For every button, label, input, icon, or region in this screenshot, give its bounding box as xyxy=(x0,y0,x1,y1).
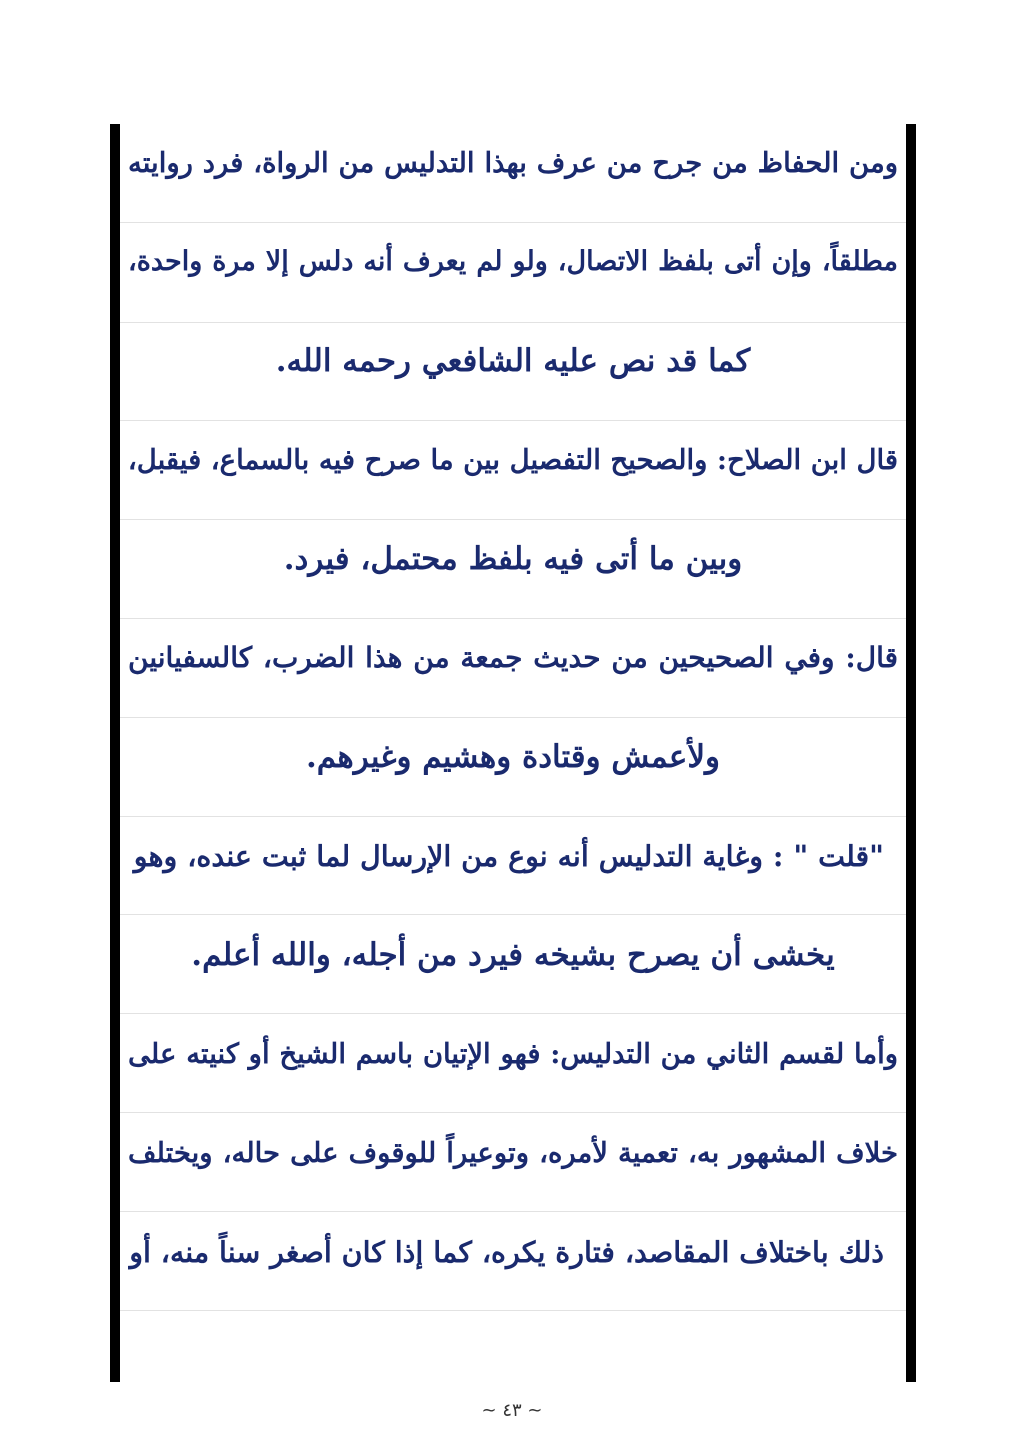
text-line-6: قال: وفي الصحيحين من حديث جمعة من هذا الضرب، كالسفيانين xyxy=(128,641,898,674)
line-rule xyxy=(120,519,906,520)
text-line-4: قال ابن الصلاح: والصحيح التفصيل بين ما صرح فيه بالسماع، فيقبل، xyxy=(128,444,898,476)
line-rule xyxy=(120,717,906,718)
line-rule xyxy=(120,1013,906,1014)
line-rule xyxy=(120,1211,906,1212)
text-line-11: خلاف المشهور به، تعمية لأمره، وتوعيراً للوقوف على حاله، ويختلف xyxy=(128,1137,898,1169)
page-number: ~ ٤٣ ~ xyxy=(481,1400,543,1421)
line-rule xyxy=(120,322,906,323)
text-line-7: ولأعمش وقتادة وهشيم وغيرهم. xyxy=(306,739,720,775)
text-line-2: مطلقاً، وإن أتى بلفظ الاتصال، ولو لم يعرف أنه دلس إلا مرة واحدة، xyxy=(128,246,898,277)
text-line-10: وأما لقسم الثاني من التدليس: فهو الإتيان باسم الشيخ أو كنيته على xyxy=(128,1038,898,1070)
text-line-1: ومن الحفاظ من جرح من عرف بهذا التدليس من الرواة، فرد روايته xyxy=(128,147,898,179)
line-rule xyxy=(120,420,906,421)
line-rule xyxy=(120,618,906,619)
line-rule xyxy=(120,222,906,223)
text-line-12: ذلك باختلاف المقاصد، فتارة يكره، كما إذا كان أصغر سناً منه، أو xyxy=(129,1235,884,1269)
text-line-9: يخشى أن يصرح بشيخه فيرد من أجله، والله أعلم. xyxy=(191,937,835,973)
text-line-8: "قلت " : وغاية التدليس أنه نوع من الإرسال لما ثبت عنده، وهو xyxy=(133,839,884,873)
line-rule xyxy=(120,1310,906,1311)
text-line-3: كما قد نص عليه الشافعي رحمه الله. xyxy=(275,343,751,379)
line-rule xyxy=(120,816,906,817)
line-rule xyxy=(120,1112,906,1113)
line-rule xyxy=(120,914,906,915)
text-line-5: وبين ما أتى فيه بلفظ محتمل، فيرد. xyxy=(283,541,743,577)
